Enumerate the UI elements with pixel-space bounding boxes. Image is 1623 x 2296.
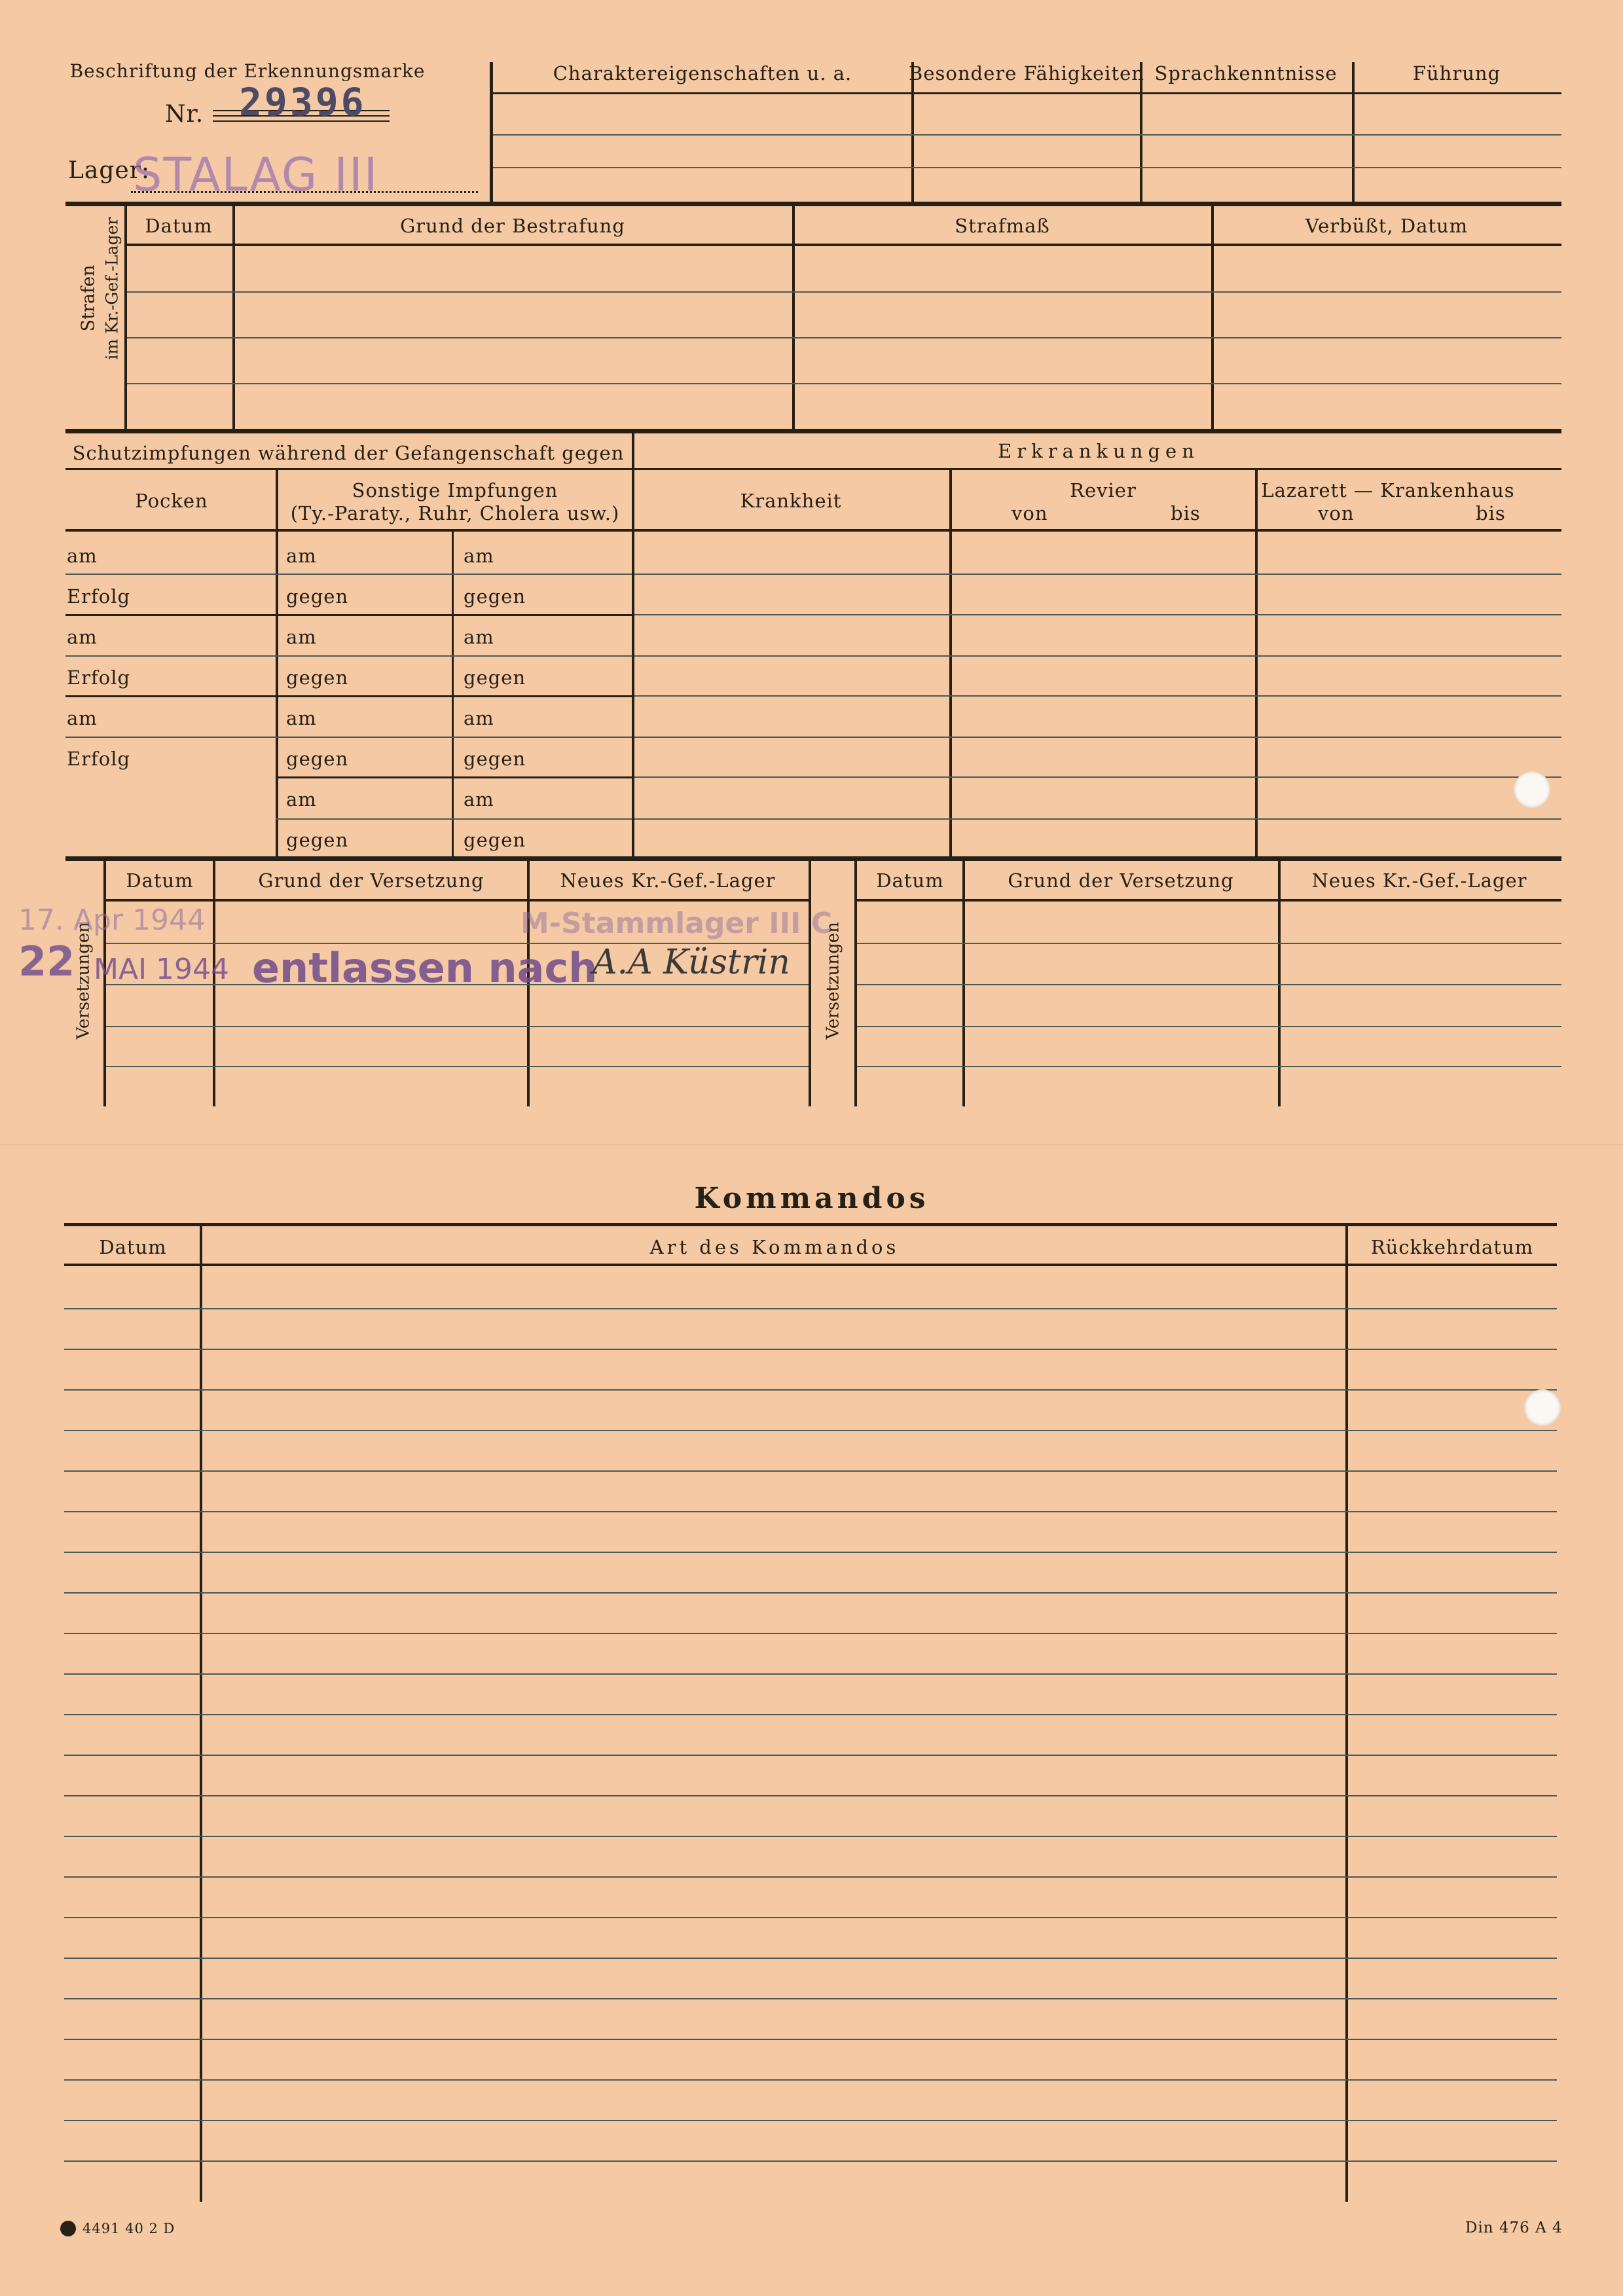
vers-col-datum-left: Datum <box>126 869 194 892</box>
sonst-gegen-3a: gegen <box>286 748 349 770</box>
strafen-side-label-1: Strafen <box>78 264 99 332</box>
kommandos-row-line <box>64 1673 1557 1675</box>
strafen-vline-1 <box>124 206 127 432</box>
lager-stamp: STALAG III <box>133 148 379 202</box>
erk-vline-1 <box>949 470 952 856</box>
stamp-date-1: 17. Apr 1944 <box>18 903 206 937</box>
din-label: Din 476 A 4 <box>1465 2219 1563 2236</box>
strafen-col-strafmass: Strafmaß <box>955 215 1050 237</box>
vers-col-grund-right: Grund der Versetzung <box>1008 869 1234 892</box>
vers-row-line <box>857 1026 1561 1027</box>
erk-title: Erkrankungen <box>998 440 1199 462</box>
strafen-col-datum: Datum <box>145 215 213 237</box>
kommandos-row-line <box>64 1389 1557 1391</box>
vers-side-label-left: Versetzungen <box>73 922 94 1040</box>
kommandos-row-line <box>64 2039 1557 2040</box>
erk-title-rule <box>634 468 1561 470</box>
sonst-gegen-2b: gegen <box>464 666 526 689</box>
kommandos-row-line <box>64 2079 1557 2081</box>
strafen-col-grund: Grund der Bestrafung <box>400 215 625 237</box>
erk-row-line <box>634 614 1561 615</box>
col-sprachen: Sprachkenntnisse <box>1154 62 1338 84</box>
vers-col-lager-left: Neues Kr.-Gef.-Lager <box>560 869 776 892</box>
kommandos-row-line <box>64 1836 1557 1837</box>
kommandos-row-line <box>64 2120 1557 2121</box>
vers-vline-4 <box>809 861 811 1106</box>
vers-side-label-right: Versetzungen <box>823 922 843 1040</box>
erk-row-line <box>634 776 1561 778</box>
kommandos-col-rueckkehr: Rückkehrdatum <box>1370 1236 1534 1258</box>
strafen-vline-4 <box>1211 206 1214 432</box>
sonst-gegen-1b: gegen <box>464 585 526 608</box>
col-faehigkeiten: Besondere Fähigkeiten <box>909 62 1144 84</box>
vers-row-line <box>106 1066 809 1067</box>
impf-row-line <box>276 818 632 820</box>
nr-value: 29396 <box>239 80 367 124</box>
vers-row-line <box>857 1066 1561 1067</box>
sonst-am-3b: am <box>464 707 494 729</box>
header-row-line <box>493 167 1561 168</box>
stamp-date-2-day: 22 <box>18 938 75 985</box>
kommandos-row-line <box>64 1917 1557 1918</box>
sonst-gegen-4b: gegen <box>464 829 526 851</box>
vers-col-datum-right: Datum <box>876 869 944 892</box>
impf-header-rule <box>65 529 1561 532</box>
stamp-entlassen: entlassen nach <box>252 944 598 992</box>
stamp-date-2-rest: MAI 1944 <box>94 953 230 986</box>
kommandos-title: Kommandos <box>694 1182 930 1215</box>
punch-hole <box>1514 771 1550 808</box>
col-sonstige-1: Sonstige Impfungen <box>352 479 558 501</box>
erk-row-line <box>634 655 1561 657</box>
header-divider-4 <box>1352 62 1355 203</box>
impf-group-rule <box>65 695 632 697</box>
lazarett-bis: bis <box>1476 502 1506 524</box>
sonst-gegen-3b: gegen <box>464 748 526 770</box>
sonst-gegen-1a: gegen <box>286 585 349 608</box>
kommandos-row-line <box>64 1349 1557 1350</box>
revier-von: von <box>1012 502 1048 524</box>
col-fuehrung: Führung <box>1412 62 1501 84</box>
strafen-row-line <box>127 337 1561 338</box>
paper-fold <box>0 1144 1623 1148</box>
section-rule-2 <box>65 429 1561 433</box>
impf-divider <box>632 432 634 858</box>
kommandos-header-rule <box>64 1264 1557 1266</box>
kommandos-row-line <box>64 1795 1557 1796</box>
impf-title-rule <box>65 468 632 470</box>
impf-row-line <box>65 737 632 738</box>
erk-row-line <box>634 574 1561 575</box>
sonst-am-1a: am <box>286 545 317 567</box>
kommandos-row-line <box>64 1511 1557 1512</box>
impf-row-line <box>65 655 632 657</box>
strafen-row-line <box>127 383 1561 384</box>
col-charakter: Charaktereigenschaften u. a. <box>553 62 852 84</box>
handwritten-destination: A.A Küstrin <box>593 943 790 982</box>
vers-row-line <box>857 943 1561 944</box>
lazarett-von: von <box>1318 502 1355 524</box>
section-rule-3 <box>65 856 1561 861</box>
sonst-am-4b: am <box>464 788 494 811</box>
strafen-row-line <box>127 291 1561 293</box>
erk-row-line <box>634 737 1561 738</box>
impf-vline-2 <box>452 530 454 858</box>
kommandos-row-line <box>64 1552 1557 1553</box>
vers-row-line <box>106 1026 809 1027</box>
col-lazarett: Lazarett — Krankenhaus <box>1261 479 1515 501</box>
strafen-col-verbuesst: Verbüßt, Datum <box>1305 215 1468 237</box>
kommandos-top-rule <box>64 1223 1557 1226</box>
strafen-side-label-2: im Kr.-Gef.-Lager <box>102 217 122 360</box>
vers-left-header-rule <box>106 899 809 902</box>
col-pocken: Pocken <box>135 490 208 512</box>
col-revier: Revier <box>1070 479 1137 501</box>
pocken-erfolg-2: Erfolg <box>67 666 131 689</box>
strafen-vline-3 <box>792 206 795 432</box>
punch-hole <box>1524 1389 1561 1426</box>
print-code: 4491 40 2 D <box>82 2221 175 2236</box>
impf-group-rule <box>65 614 632 616</box>
pocken-am-2: am <box>67 626 98 648</box>
kommandos-row-line <box>64 1714 1557 1715</box>
vers-row-line <box>857 984 1561 985</box>
impf-group-rule <box>276 776 632 778</box>
sonst-am-2b: am <box>464 626 494 648</box>
impf-title: Schutzimpfungen während der Gefangenschaft gegen <box>72 442 625 464</box>
sonst-gegen-4a: gegen <box>286 829 349 851</box>
header-rule <box>493 92 1561 94</box>
kommandos-row-line <box>64 1470 1557 1472</box>
erk-vline-2 <box>1255 470 1258 856</box>
sonst-am-3a: am <box>286 707 317 729</box>
kommandos-row-line <box>64 1876 1557 1878</box>
kommandos-row-line <box>64 1998 1557 1999</box>
sonst-am-4a: am <box>286 788 317 811</box>
kommandos-col-art: Art des Kommandos <box>649 1236 900 1258</box>
pocken-erfolg-1: Erfolg <box>67 585 131 608</box>
section-rule-1 <box>65 202 1561 206</box>
kommandos-row-line <box>64 1755 1557 1756</box>
kommandos-row-line <box>64 1430 1557 1431</box>
strafen-header-rule <box>127 244 1561 246</box>
sonst-am-2a: am <box>286 626 317 648</box>
impf-row-line <box>65 574 632 575</box>
header-divider-left <box>490 62 493 203</box>
header-row-line <box>493 134 1561 136</box>
stamp-camp: M-Stammlager III C <box>520 907 833 940</box>
lager-label: Lager: <box>68 157 151 184</box>
erk-row-line <box>634 695 1561 697</box>
pocken-am-1: am <box>67 545 98 567</box>
kommandos-row-line <box>64 2160 1557 2162</box>
kommandos-row-line <box>64 1633 1557 1634</box>
kommandos-vline-2 <box>1345 1223 1348 2202</box>
pocken-am-3: am <box>67 707 98 729</box>
col-krankheit: Krankheit <box>740 490 842 512</box>
kommandos-row-line <box>64 1592 1557 1594</box>
erk-row-line <box>634 818 1561 820</box>
sonst-gegen-2a: gegen <box>286 666 349 689</box>
revier-bis: bis <box>1171 502 1201 524</box>
kommandos-row-line <box>64 1308 1557 1309</box>
printer-mark-icon <box>60 2221 76 2236</box>
vers-col-lager-right: Neues Kr.-Gef.-Lager <box>1311 869 1527 892</box>
kommandos-row-line <box>64 1958 1557 1959</box>
pocken-erfolg-3: Erfolg <box>67 748 131 770</box>
col-sonstige-2: (Ty.-Paraty., Ruhr, Cholera usw.) <box>290 502 620 524</box>
strafen-vline-2 <box>232 206 235 432</box>
vers-right-header-rule <box>857 899 1561 902</box>
kommandos-vline-1 <box>200 1223 202 2202</box>
tag-label: Beschriftung der Erkennungsmarke <box>69 60 426 82</box>
vers-col-grund-left: Grund der Versetzung <box>258 869 484 892</box>
nr-label: Nr. <box>165 101 204 128</box>
impf-vline-1 <box>276 470 278 856</box>
kommandos-col-datum: Datum <box>99 1236 167 1258</box>
sonst-am-1b: am <box>464 545 494 567</box>
